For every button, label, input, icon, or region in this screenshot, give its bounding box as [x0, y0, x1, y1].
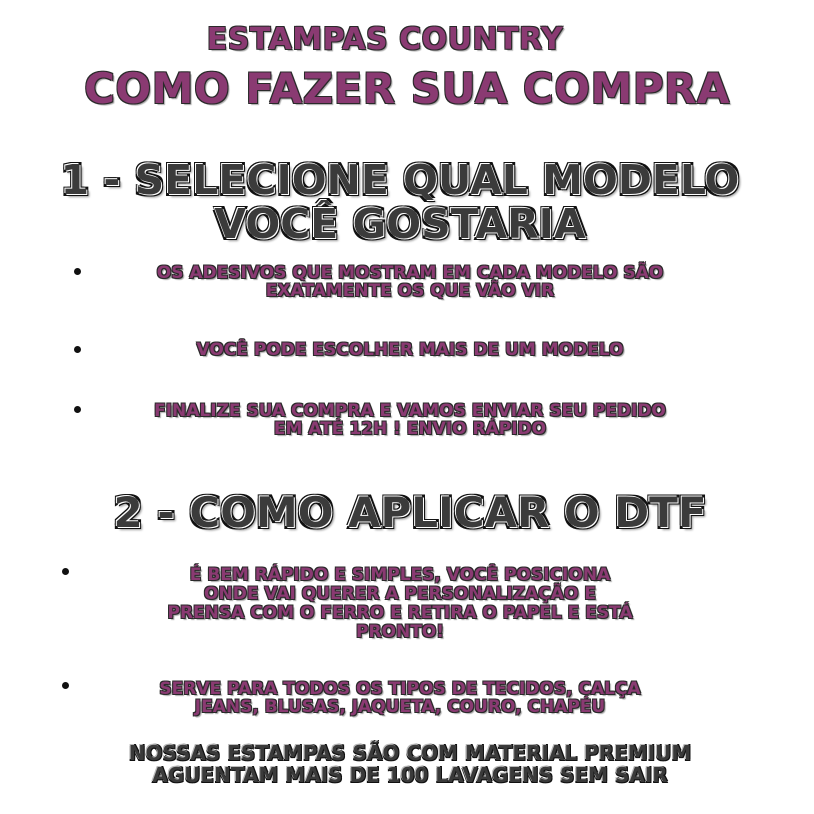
list-item: [100, 680, 700, 716]
section1-title-line1: 1 - SELECIONE QUAL MODELO: [60, 156, 740, 204]
bullet-icon: [62, 568, 69, 575]
page-headline: COMO FAZER SUA COMPRA: [84, 64, 730, 113]
list-item-line: É BEM RÁPIDO E SIMPLES, VOCÊ POSICIONA: [189, 565, 611, 585]
list-item-line: ONDE VAI QUERER A PERSONALIZAÇÃO E: [204, 584, 596, 604]
bullet-icon: [74, 346, 81, 353]
footer-line: NOSSAS ESTAMPAS SÃO COM MATERIAL PREMIUM: [128, 741, 692, 765]
list-item-line: PRENSA COM O FERRO E RETIRA O PAPEL E ESTÁ: [167, 603, 633, 623]
list-item-line: FINALIZE SUA COMPRA E VAMOS ENVIAR SEU PEDIDO: [154, 401, 666, 421]
bullet-icon: [74, 268, 81, 275]
list-item-line: JEANS, BLUSAS, JAQUETA, COURO, CHAPÉU: [194, 697, 606, 717]
footer-note: [70, 742, 750, 786]
list-item: [110, 264, 710, 300]
list-item-line: PRONTO!: [355, 622, 445, 642]
section1-title-line2: VOCÊ GOSTARIA: [214, 200, 586, 248]
list-item-line: OS ADESIVOS QUE MOSTRAM EM CADA MODELO SÃO: [156, 263, 664, 283]
section2-title: 2 - COMO APLICAR O DTF: [113, 488, 707, 537]
list-item-line: VOCÊ PODE ESCOLHER MAIS DE UM MODELO: [196, 340, 624, 360]
list-item-line: EXATAMENTE OS QUE VÃO VIR: [265, 281, 555, 301]
list-item-line: EM ATÉ 12H ! ENVIO RÁPIDO: [273, 419, 547, 439]
brand-title: ESTAMPAS COUNTRY: [206, 22, 564, 57]
section1-title: [30, 158, 770, 246]
bullet-icon: [62, 682, 69, 689]
list-item: [110, 402, 710, 438]
list-item-line: SERVE PARA TODOS OS TIPOS DE TECIDOS, CALÇA: [159, 679, 641, 699]
list-item: [90, 566, 710, 642]
bullet-icon: [74, 406, 81, 413]
list-item: [110, 341, 710, 359]
footer-line: AGUENTAM MAIS DE 100 LAVAGENS SEM SAIR: [152, 763, 668, 787]
